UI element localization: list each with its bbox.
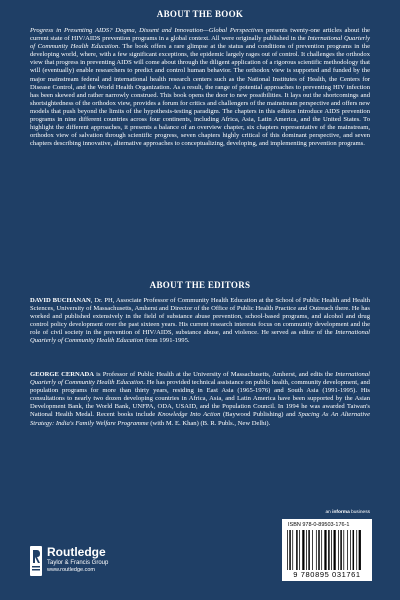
barcode-bar: [340, 530, 342, 570]
barcode-bar: [324, 530, 326, 570]
barcode-bar: [296, 530, 298, 570]
barcode-bars: [286, 530, 368, 570]
about-editors-heading: ABOUT THE EDITORS: [149, 280, 251, 290]
barcode-bar: [316, 530, 317, 570]
barcode-bar: [318, 530, 320, 570]
barcode-bar: [353, 530, 355, 570]
barcode-bar: [287, 530, 288, 570]
barcode-bar: [299, 530, 300, 570]
barcode-bar: [328, 530, 330, 570]
routledge-logo-icon: [30, 546, 42, 576]
barcode-bar: [302, 530, 304, 570]
editor-1-name: DAVID BUCHANAN: [30, 297, 91, 304]
barcode-bar: [359, 530, 361, 570]
barcode-bar: [343, 530, 344, 570]
book-title: Progress in Presenting AIDS? Dogma, Dissent and Innovation—Global Perspectives: [30, 27, 264, 34]
editor-2-name: GEORGE CERNADA: [30, 371, 95, 378]
editor-2-bio: GEORGE CERNADA is Professor of Public Health at the University of Massachusetts, Amherst, and edits the International Quarterly of Community Health Education. He has provided technical assistance on public health, community development, and population programs for more than thirty years, residing in East Asia (1965-1976) and South Asia (1991-1995). His consultations to nearly two dozen developing countries in Africa, Asia, and Latin America have been supported by the Asian Development Bank, the World Bank, UNFPA, ODA, USAID, and the Population Council. In 1994 he was awarded Taiwan's National Health Medal. Recent books include Knowledge Into Action (Baywood Publishing) and Spacing As An Alternative Strategy: India's Family Welfare Programme (with M. E. Khan) (B. R. Publs., New Delhi).: [30, 371, 371, 427]
about-book-heading: ABOUT THE BOOK: [156, 9, 244, 19]
publisher-logo: [30, 546, 108, 580]
publisher-group: Taylor & Francis Group: [47, 560, 109, 566]
informa-tagline: an informa business: [325, 510, 370, 515]
barcode-bar: [347, 530, 348, 570]
barcode-digits: 9 780895 031761: [293, 570, 361, 579]
barcode-bar: [331, 530, 332, 570]
journal-title: International Quarterly of Community Health Education: [30, 35, 371, 51]
barcode-bar: [356, 530, 357, 570]
barcode-bar: [312, 530, 313, 570]
publisher-url[interactable]: www.routledge.com: [47, 567, 95, 573]
about-book-text: Progress in Presenting AIDS? Dogma, Dissent and Innovation—Global Perspectives presents twenty-one articles about the current state of HIV/AIDS prevention programs in a global context. All were originally published in the International Quarterly of Community Health Education. The book offers a rare glimpse at the status and conditions of prevention programs in the developing world, where, with a few significant exceptions, the epidemic largely rages out of control. It challenges the orthodox view that progress in preventing AIDS will come about through the diligent application of a rigorous scientific methodology that will (eventually) enable researchers to predict and control human behavior. The orthodox view is supported and funded by the major mainstream federal and international health research centers such as the National Institutes of Health, the Centers for Disease Control, and the World Health Organization. As a result, the range of potential approaches to preventing HIV infection has been skewed and rather narrowly construed. This book opens the door to new possibilities. It lays out the shortcomings and shortsightedness of the orthodox view, provides a forum for critics and challengers of the mainstream perspective and offers new models that push beyond the limits of the hypothesis-testing paradigm. The chapters in this edition introduce AIDS prevention programs in nine different countries across four continents, including Africa, Asia, Latin America, and the United States. To highlight the different approaches, it presents a balance of an overview chapter, six chapters representative of the mainstream, orthodox view of salvation through scientific progress, seven chapters highly critical of this dominant perspective, and seven chapters describing innovative, alternative approaches to conceptualizing, developing, and implementing prevention programs.: [30, 27, 371, 148]
barcode-bar: [350, 530, 351, 570]
barcode-bar: [306, 530, 307, 570]
barcode-bar: [289, 530, 291, 570]
barcode-bar: [334, 530, 336, 570]
barcode-bar: [308, 530, 310, 570]
barcode-bar: [338, 530, 339, 570]
isbn-barcode: [282, 519, 372, 581]
isbn-number: ISBN 978-0-89503-176-1: [288, 522, 350, 528]
editor-1-bio: DAVID BUCHANAN, Dr. PH, Associate Professor of Community Health Education at the School of Public Health and Health Sciences, University of Massachusetts, Amherst and Director of the Office of Public Health Practice and Outreach there. He has worked and published extensively in the field of substance abuse prevention, school-based programs, and alcohol and drug control policy development over the past sixteen years. His current research interests focus on community development and the role of civil society in the prevention of HIV/AIDS, substance abuse, and violence. He served as editor of the International Quarterly of Community Health Education from 1991-1995.: [30, 297, 370, 345]
barcode-bar: [292, 530, 293, 570]
barcode-bar: [321, 530, 322, 570]
publisher-name: Routledge: [47, 545, 106, 559]
